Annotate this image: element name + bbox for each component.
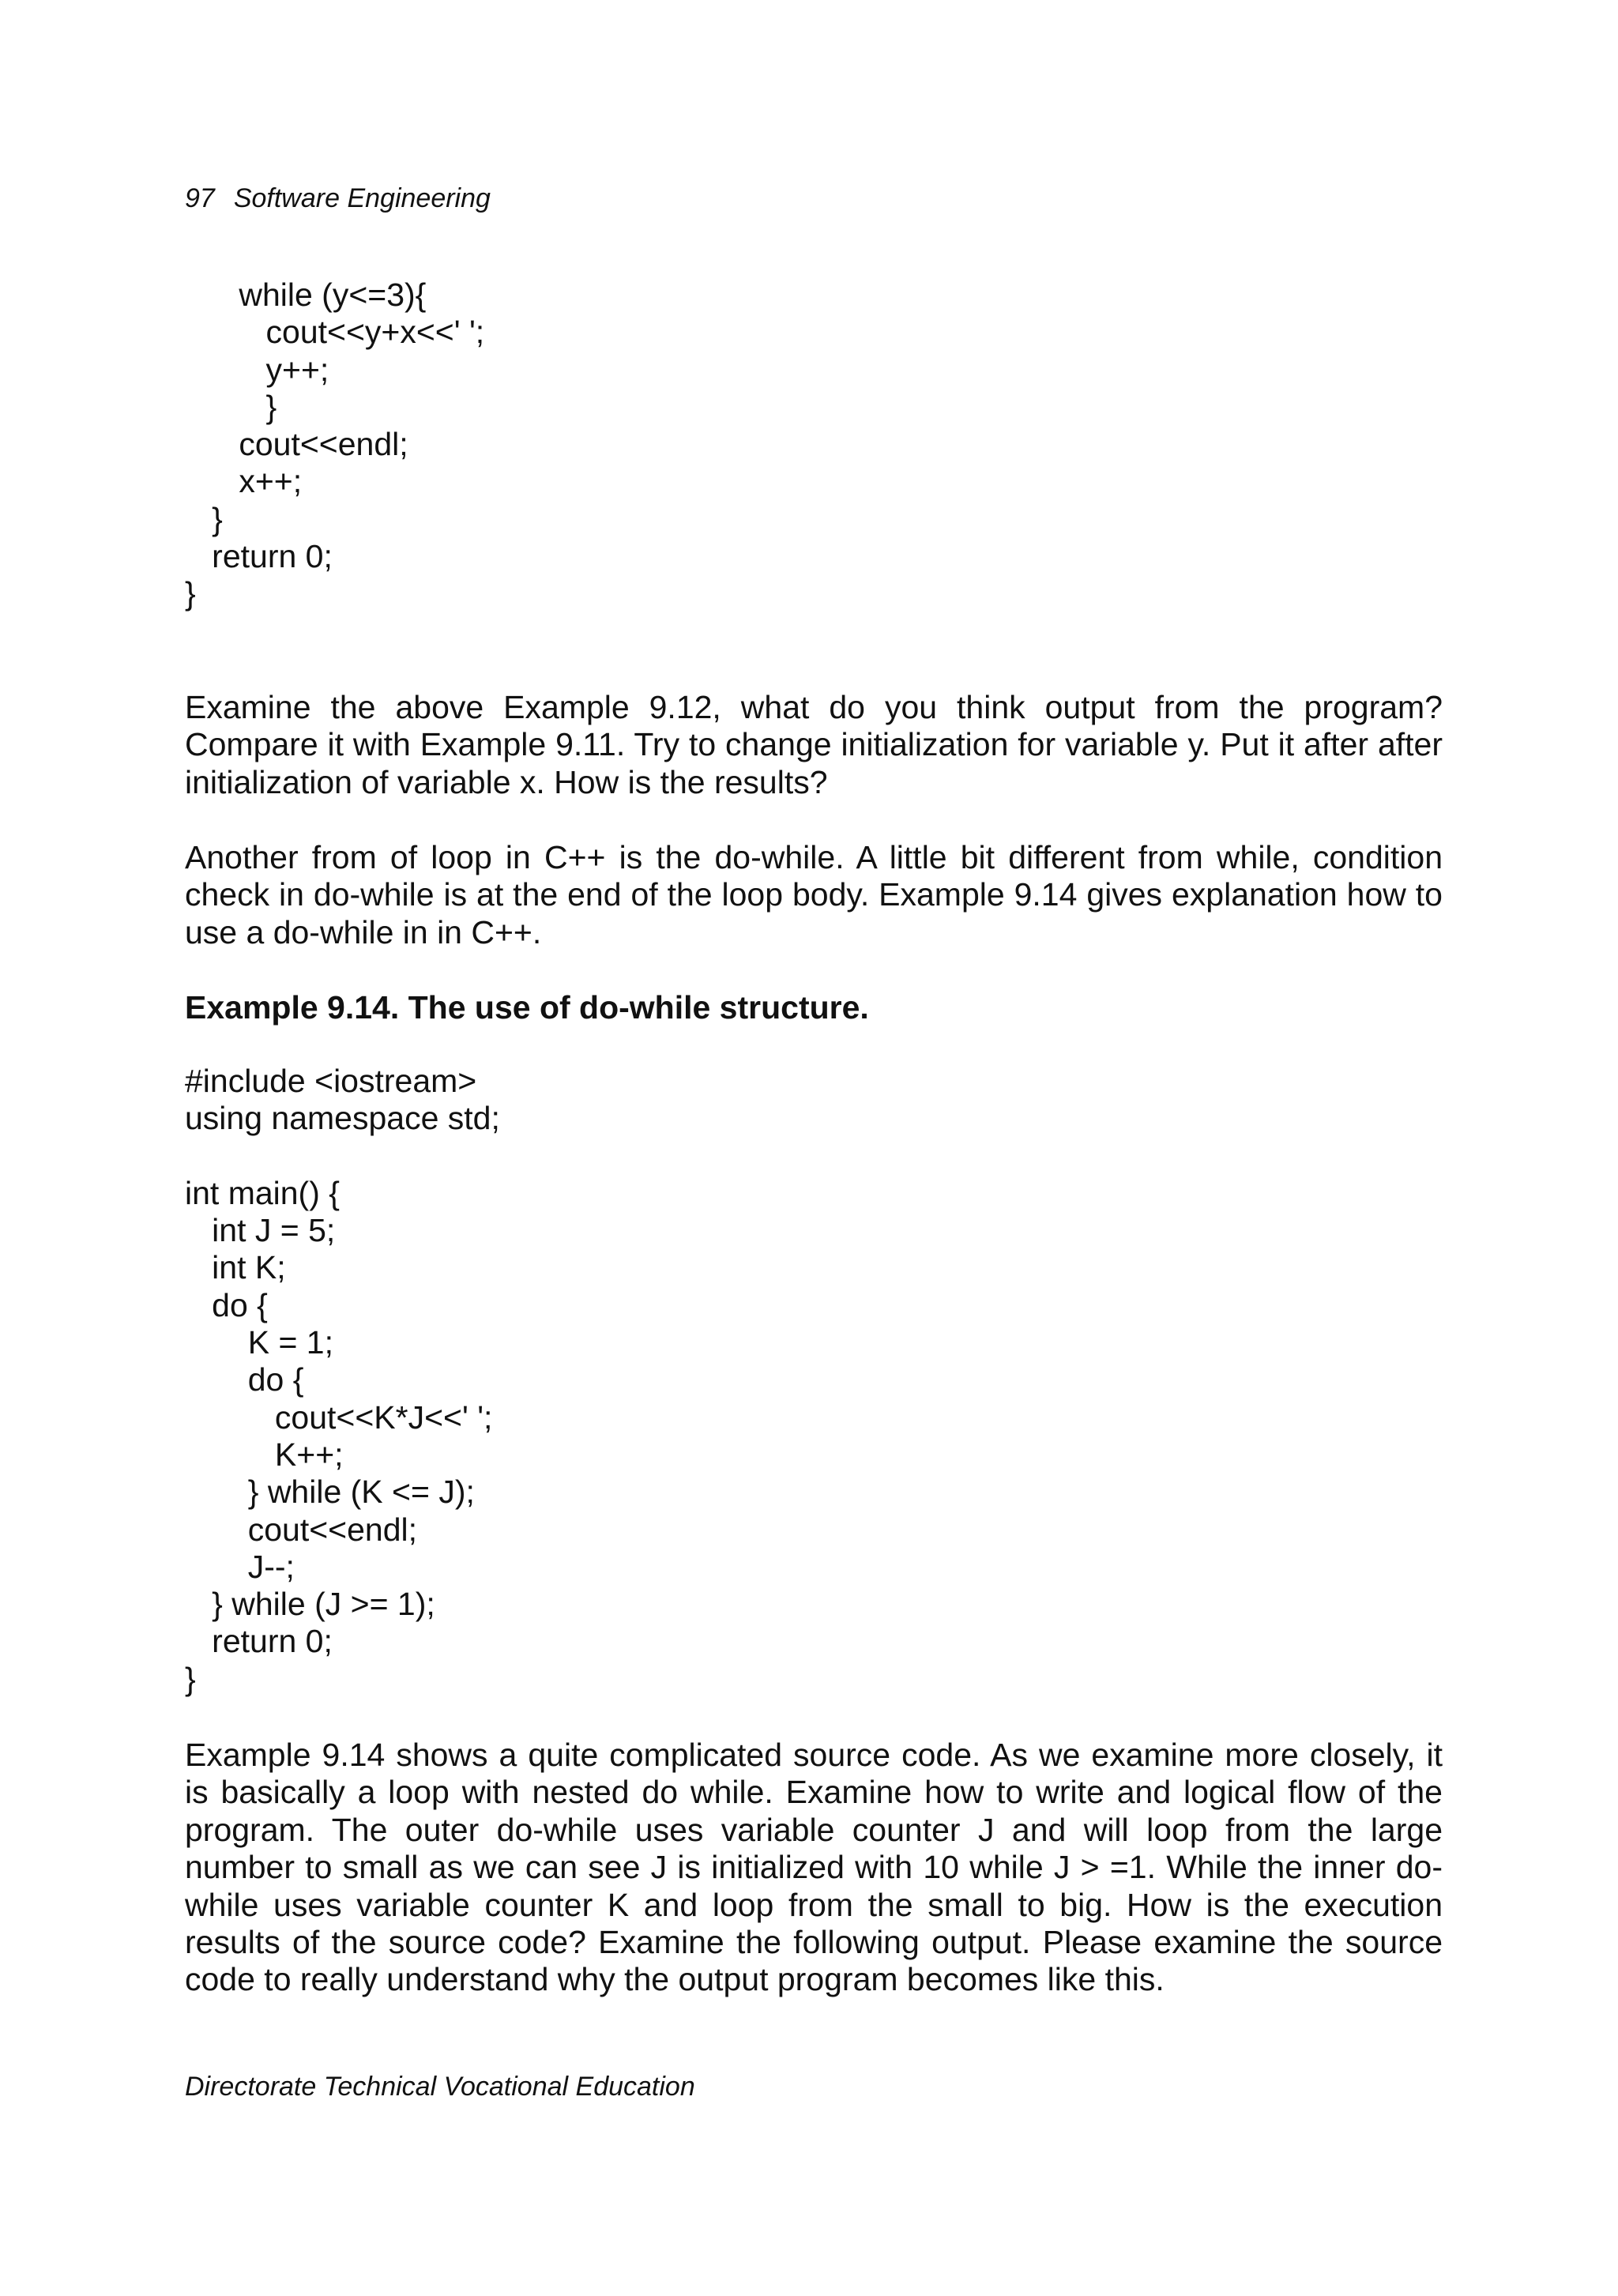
page-number: 97 <box>185 183 215 213</box>
running-title: Software Engineering <box>233 183 491 213</box>
page-header <box>185 183 491 214</box>
paragraph-explanation: Example 9.14 shows a quite complicated source code. As we examine more closely, it is basically a loop with nested do while. Examine how to write and logical flow of the program. The outer do-while uses variable counter J and will loop from the large number to small as we can see J is initialized with 10 while J > =1. While the inner do-while uses variable counter K and loop from the small to big. How is the execution results of the source code? Examine the following output. Please examine the source code to really understand why the output program becomes like this. <box>185 1737 1443 1998</box>
code-block-example-9-14: #include <iostream> using namespace std; int main() { int J = 5; int K; do { K = 1; do { cout<<K*J<<' '; K++; } while (K <= J); cout<<endl; J--; } while (J >= 1); return 0; } <box>185 1063 500 1697</box>
code-block-continued: while (y<=3){ cout<<y+x<<' '; y++; } cout<<endl; x++; } return 0; } <box>185 277 485 612</box>
page-footer: Directorate Technical Vocational Education <box>185 2072 695 2102</box>
example-heading: Example 9.14. The use of do-while structure. <box>185 989 869 1026</box>
paragraph-do-while-intro: Another from of loop in C++ is the do-while. A little bit different from while, condition check in do-while is at the end of the loop body. Example 9.14 gives explanation how to use a do-while in in C++. <box>185 839 1443 950</box>
paragraph-examine-example: Examine the above Example 9.12, what do you think output from the program? Compare it with Example 9.11. Try to change initialization for variable y. Put it after after initialization of variable x. How is the results? <box>185 689 1443 800</box>
